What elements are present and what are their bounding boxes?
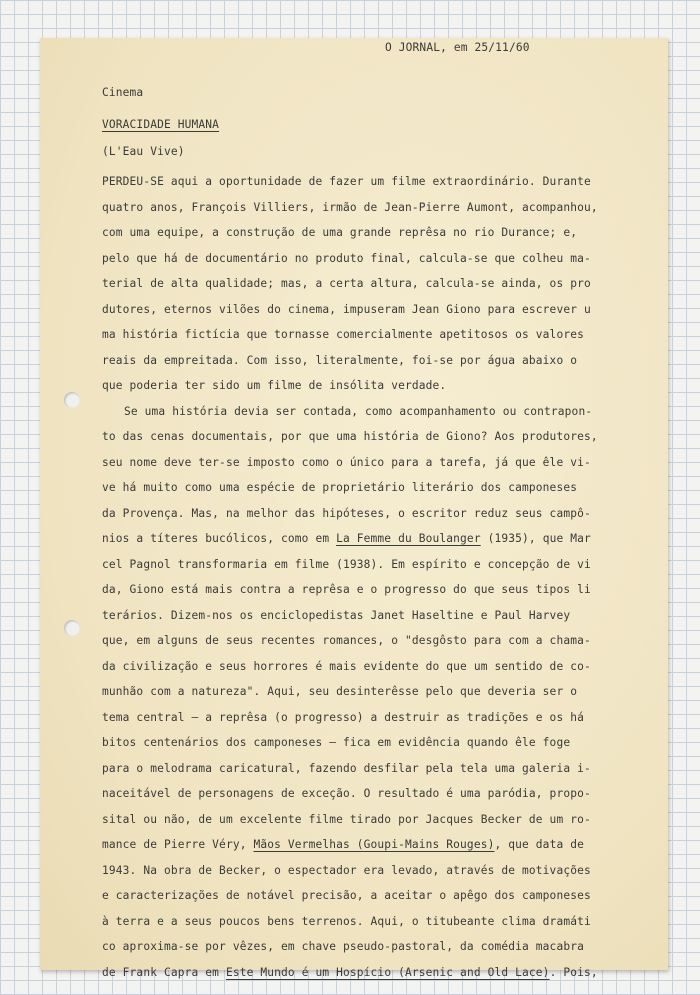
- body-line: que, em alguns de seus recentes romances, o "desgôsto para com a chama-: [102, 634, 591, 647]
- body-line: ve há muito como uma espécie de proprietário literário dos camponeses: [102, 481, 578, 494]
- body-line: nios a títeres bucólicos, como em La Femme du Boulanger (1935), que Mar: [102, 532, 591, 545]
- body-line: da Provença. Mas, na melhor das hipóteses, o escritor reduz seus campô-: [102, 506, 591, 520]
- body-line: reais da empreitada. Com isso, literalmente, foi-se por água abaixo o: [102, 353, 578, 367]
- body-line: tema central — a reprêsa (o progresso) a destruir as tradições e os há: [102, 710, 584, 724]
- typewritten-page: [40, 38, 668, 979]
- body-line: pelo que há de documentário no produto final, calcula-se que colheu ma-: [102, 251, 591, 265]
- section-rubric: Cinema: [102, 86, 144, 99]
- body-line: e caracterizações de notável precisão, a aceitar o apêgo dos camponeses: [102, 889, 591, 902]
- body-line: munhão com a natureza". Aqui, seu desinterêsse pelo que deveria ser o: [102, 685, 578, 698]
- underlined-title: Este Mundo é um Hospício (Arsenic and Old Lace): [225, 965, 550, 979]
- body-line: seu nome deve ter-se imposto como o único para a tarefa, já que êle vi-: [102, 455, 591, 469]
- body-line: de Frank Capra em Este Mundo é um Hospício (Arsenic and Old Lace). Pois,: [102, 965, 598, 979]
- body-line: cel Pagnol transformaria em filme (1938). Em espírito e concepção de vi: [102, 557, 591, 571]
- body-line: co aproxima-se por vêzes, em chave pseudo-pastoral, da comédia macabra: [102, 940, 584, 953]
- body-line: dutores, eternos vilões do cinema, impuseram Jean Giono para escrever u: [102, 302, 591, 316]
- body-line: à terra e a seus poucos bens terrenos. Aqui, o titubeante clima dramáti: [102, 914, 591, 928]
- body-line: Se uma história devia ser contada, como acompanhamento ou contrapon-: [124, 404, 593, 418]
- body-line: da civilização e seus horrores é mais evidente do que um sentido de co-: [102, 659, 591, 673]
- body-line: sital ou não, de um excelente filme tirado por Jacques Becker de um ro-: [102, 812, 591, 826]
- body-line: com uma equipe, a construção de uma grande reprêsa no rio Durance; e,: [102, 226, 578, 239]
- body-line: da, Giono está mais contra a reprêsa e o progresso do que seus tipos li: [102, 583, 591, 596]
- body-line: quatro anos, François Villiers, irmão de Jean-Pierre Aumont, acompanhou,: [102, 200, 598, 214]
- body-line: to das cenas documentais, por que uma história de Giono? Aos produtores,: [102, 430, 598, 443]
- underlined-title: Mãos Vermelhas (Goupi-Mains Rouges): [253, 838, 495, 851]
- body-line: PERDEU-SE aqui a oportunidade de fazer um filme extraordinário. Durante: [102, 175, 591, 188]
- body-line: naceitável de personagens de exceção. O resultado é uma paródia, propo-: [102, 787, 591, 800]
- article-title: [102, 118, 219, 131]
- body-line: mance de Pierre Véry, Mãos Vermelhas (Goupi-Mains Rouges), que data de: [102, 838, 584, 851]
- body-line: bitos centenários dos camponeses — fica em evidência quando êle foge: [102, 736, 571, 749]
- body-line: terários. Dizem-nos os enciclopedistas Janet Haseltine e Paul Harvey: [102, 608, 571, 622]
- article-subtitle: (L'Eau Vive): [102, 145, 185, 158]
- body-line: terial de alta qualidade; mas, a certa altura, calcula-se ainda, os pro: [102, 277, 591, 290]
- underlined-title: La Femme du Boulanger: [336, 532, 481, 545]
- article-title-text: VORACIDADE HUMANA: [102, 118, 220, 131]
- punch-hole: [64, 620, 80, 636]
- body-line: que poderia ter sido um filme de insólita verdade.: [102, 379, 447, 392]
- dateline: O JORNAL, em 25/11/60: [385, 41, 530, 54]
- body-line: para o melodrama caricatural, fazendo desfilar pela tela uma galeria i-: [102, 761, 591, 775]
- punch-hole: [64, 392, 80, 408]
- body-line: ma história fictícia que tornasse comercialmente apetitosos os valores: [102, 328, 584, 341]
- body-line: 1943. Na obra de Becker, o espectador era levado, através de motivações: [102, 863, 591, 877]
